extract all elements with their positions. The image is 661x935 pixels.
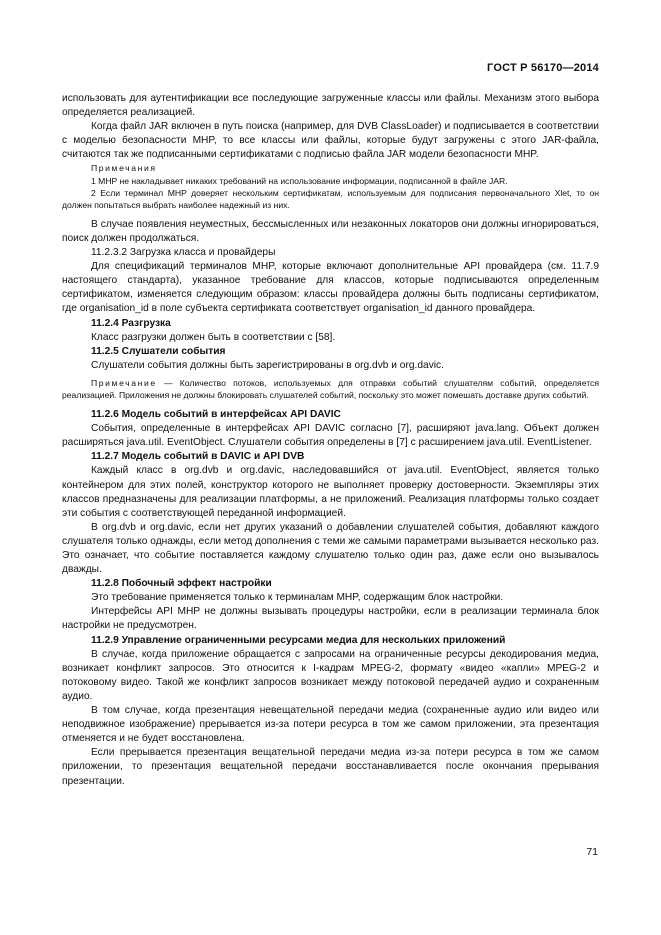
note-label: Примечание <box>91 377 157 388</box>
section-heading: 11.2.3.2 Загрузка класса и провайдеры <box>91 247 276 259</box>
paragraph: Когда файл JAR включен в путь поиска (например, для DVB ClassLoader) и подписывается в соответствии с моделью безопасности MHP, то все классы или файлы, которые будут загружены с этого JAR-файла, считаются так же подписанными сертификатами с подписью файла JAR модели безопасности MHP. <box>62 121 599 161</box>
paragraph: Каждый класс в org.dvb и org.davic, наследовавшийся от java.util. EventObject, является только контейнером для этих полей, конструктор которого не выполняет проверку достоверности. Экземпляры этих классов предназначены для реализации платформы, а не приложений. Реализация платформы только создает эти события с соответствующей переданной информацией. <box>62 465 599 519</box>
paragraph: использовать для аутентификации все последующие загруженные классы или файлы. Механизм этого выбора определяется реализацией. <box>62 93 599 119</box>
note-block <box>62 162 599 210</box>
section-heading: 11.2.6 Модель событий в интерфейсах API DAVIC <box>91 409 341 421</box>
paragraph: Если прерывается презентация вещательной передачи медиа из-за потери ресурса в том же самом приложении, то презентация вещательной передачи восстанавливается после окончания прерывания презентации. <box>62 747 599 787</box>
page-number: 71 <box>586 846 598 858</box>
paragraph: В org.dvb и org.davic, если нет других указаний о добавлении слушателей события, добавляют каждого слушателя только однажды, если метод дополнения с теми же самыми параметрами вызывается несколько раз. Это означает, что событие поставляется каждому слушателю только один раз, даже если оно вызывалось дважды. <box>62 521 599 576</box>
paragraph: Для спецификаций терминалов MHP, которые включают дополнительные API провайдера (см. 11.7.9 настоящего стандарта), указанное требование для классов, которые подписываются определенным сертификатом, изменяется следующим образом: классы провайдера должны быть подписаны сертификатом, где organisation_id в поле субъекта сертификата соответствует organisation_id данного провайдера. <box>62 261 599 315</box>
section-heading: 11.2.4 Разгрузка <box>91 317 171 329</box>
paragraph: Класс разгрузки должен быть в соответствии с [58]. <box>91 331 336 343</box>
note-block <box>62 377 599 401</box>
document-body <box>62 92 599 789</box>
section-heading: 11.2.5 Слушатели события <box>91 345 226 357</box>
note-heading: Примечания <box>91 163 157 174</box>
paragraph: В том случае, когда презентация невещательной передачи медиа (сохраненные аудио или видео или неподвижное изображение) прерывается из-за потери ресурса в том же самом приложении, эта презентация отменяется и не будет восстановлена. <box>62 705 599 745</box>
section-heading: 11.2.7 Модель событий в DAVIC и API DVB <box>91 451 305 463</box>
paragraph: В случае появления неуместных, бессмысленных или незаконных локаторов они должны игнорироваться, поиск должен продолжаться. <box>62 218 599 244</box>
document-header: ГОСТ Р 56170—2014 <box>487 62 599 74</box>
paragraph: Интерфейсы API MHP не должны вызывать процедуры настройки, если в реализации терминала блок настройки не предусмотрен. <box>62 606 599 632</box>
note-item: 1 MHP не накладывает никаких требований на использование информации, подписанной в файле JAR. <box>91 175 508 186</box>
paragraph: Это требование применяется только к терминалам MHP, содержащим блок настройки. <box>91 592 504 604</box>
paragraph: Слушатели события должны быть зарегистрированы в org.dvb и org.davic. <box>91 359 444 371</box>
section-heading: 11.2.9 Управление ограниченными ресурсами медиа для нескольких приложений <box>91 634 506 646</box>
note-item: 2 Если терминал MHP доверяет нескольким сертификатам, используемым для подписания первоначального Xlet, то он должен попытаться выбрать наиболее надежный из них. <box>62 187 599 210</box>
note-text: — Количество потоков, используемых для отправки событий слушателям событий, определяется реализацией. Приложения не должны блокировать слушателей событий, поскольку это может помешать доставке других событий. <box>62 377 599 400</box>
paragraph: В случае, когда приложение обращается с запросами на ограниченные ресурсы декодирования медиа, возникает конфликт запросов. Это относится к I-кадрам MPEG-2, формату «видео «капли» MPEG-2 и потоковому видео. Такой же конфликт запросов возникает между потоковой передачей аудио и сохраненным аудио. <box>62 648 599 702</box>
section-heading: 11.2.8 Побочный эффект настройки <box>91 578 272 590</box>
paragraph: События, определенные в интерфейсах API DAVIC согласно [7], расширяют java.lang. Объект должен расширяться java.util. EventObject. Слушатели события определены в [7] с расширением java.util. EventListener. <box>62 423 599 449</box>
